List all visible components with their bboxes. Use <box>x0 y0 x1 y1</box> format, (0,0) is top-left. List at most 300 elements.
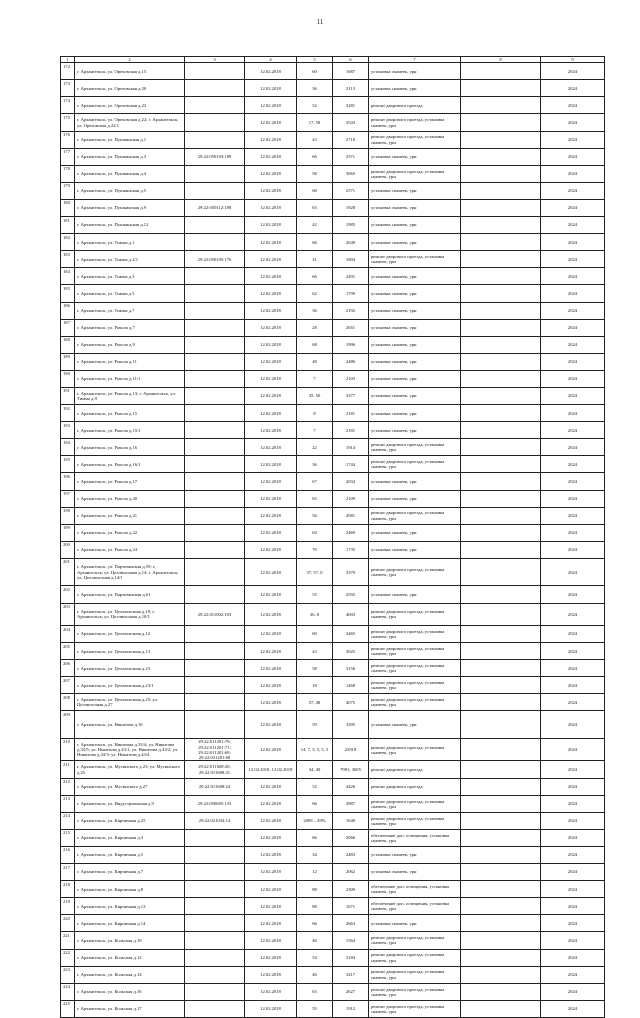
table-row <box>61 660 605 677</box>
cadastral-cell <box>185 541 245 558</box>
table-row <box>61 881 605 898</box>
address-cell: г. Архангельск, ул. Рокола д.15/1 <box>75 422 185 439</box>
percent-cell: 7 <box>297 422 333 439</box>
row-number: 189 <box>61 353 75 370</box>
note-cell <box>461 711 541 739</box>
row-number: 175 <box>61 114 75 131</box>
works-cell: установка скамеек, урн <box>369 473 461 490</box>
row-number: 196 <box>61 473 75 490</box>
table-row <box>61 1000 605 1017</box>
table-row <box>61 795 605 812</box>
works-cell: ремонт дворового проезда, установка скамеек, урн <box>369 165 461 182</box>
cadastral-cell <box>185 983 245 1000</box>
row-number: 220 <box>61 915 75 932</box>
area-cell: 3305 <box>333 711 369 739</box>
note-cell <box>461 932 541 949</box>
year-cell: 2024 <box>541 524 605 541</box>
note-cell <box>461 829 541 846</box>
percent-cell: 63 <box>297 983 333 1000</box>
row-number: 195 <box>61 456 75 473</box>
year-cell: 2024 <box>541 898 605 915</box>
area-cell: 2486 <box>333 353 369 370</box>
note-cell <box>461 507 541 524</box>
works-cell: установка скамеек, урн <box>369 217 461 234</box>
address-cell: г. Архангельск, ул. Рокола д.9 <box>75 336 185 353</box>
row-number: 199 <box>61 524 75 541</box>
note-cell <box>461 422 541 439</box>
table-row <box>61 949 605 966</box>
year-cell: 2024 <box>541 148 605 165</box>
table-row <box>61 165 605 182</box>
works-cell: обеспечение доп. освещения, установка скамеек, урн <box>369 881 461 898</box>
percent-cell: 88 <box>297 898 333 915</box>
date-cell: 12.02.2018 <box>245 915 297 932</box>
year-cell: 2024 <box>541 541 605 558</box>
note-cell <box>461 812 541 829</box>
area-cell: 2181 <box>333 422 369 439</box>
address-cell: г. Архангельск, ул. Кольская д.10 <box>75 932 185 949</box>
cadastral-cell <box>185 1000 245 1017</box>
note-cell <box>461 63 541 80</box>
area-cell: 2710 <box>333 131 369 148</box>
percent-cell: 52 <box>297 97 333 114</box>
area-cell: 2181 <box>333 405 369 422</box>
cadastral-cell <box>185 405 245 422</box>
area-cell: 3543 <box>333 114 369 131</box>
address-cell: г. Архангельск, ул. Кирпичная д.13 <box>75 898 185 915</box>
year-cell: 2024 <box>541 694 605 711</box>
area-cell: 2592 <box>333 586 369 603</box>
year-cell: 2024 <box>541 268 605 285</box>
year-cell: 2024 <box>541 114 605 131</box>
address-cell: г. Архангельск, ул. Рокола д.11 <box>75 353 185 370</box>
percent-cell: 66 <box>297 829 333 846</box>
area-cell: 7981; 3695 <box>333 761 369 778</box>
address-cell: г. Архангельск, ул. Рокола д.24 <box>75 541 185 558</box>
table-row <box>61 97 605 114</box>
percent-cell: 70 <box>297 541 333 558</box>
note-cell <box>461 738 541 761</box>
date-cell: 12.02.2018 <box>245 63 297 80</box>
table-row <box>61 626 605 643</box>
works-cell: установка скамеек, урн <box>369 915 461 932</box>
address-cell: г. Архангельск, ул. Кирпичная д.3 <box>75 829 185 846</box>
works-cell: установка скамеек, урн <box>369 199 461 216</box>
area-cell: 2109 <box>333 490 369 507</box>
works-cell: ремонт дворового проезда, установка скамеек, урн <box>369 114 461 131</box>
year-cell: 2024 <box>541 490 605 507</box>
area-cell: 3184 <box>333 949 369 966</box>
date-cell: 12.02.2018 <box>245 738 297 761</box>
column-header: 6 <box>333 57 369 63</box>
note-cell <box>461 387 541 404</box>
area-cell: 4003 <box>333 603 369 626</box>
date-cell: 12.02.2018 <box>245 694 297 711</box>
column-header: 9 <box>541 57 605 63</box>
row-number: 217 <box>61 864 75 881</box>
table-row <box>61 405 605 422</box>
year-cell: 2024 <box>541 949 605 966</box>
year-cell: 2024 <box>541 966 605 983</box>
cadastral-cell <box>185 846 245 863</box>
area-cell: 1996 <box>333 336 369 353</box>
year-cell: 2024 <box>541 711 605 739</box>
address-cell: г. Архангельск, ул. Рокола д.15 <box>75 405 185 422</box>
date-cell: 12.02.2018 <box>245 932 297 949</box>
area-cell: 1912 <box>333 1000 369 1017</box>
percent-cell: 46 <box>297 932 333 949</box>
date-cell: 12.02.2018 <box>245 524 297 541</box>
percent-cell: 42 <box>297 217 333 234</box>
area-cell: 2483 <box>333 846 369 863</box>
works-cell: ремонт дворового проезда <box>369 778 461 795</box>
percent-cell: 48 <box>297 353 333 370</box>
table-row <box>61 541 605 558</box>
percent-cell: 55 <box>297 586 333 603</box>
cadastral-cell <box>185 387 245 404</box>
row-number: 174 <box>61 97 75 114</box>
area-cell: 1744 <box>333 456 369 473</box>
date-cell: 12.02.2018 <box>245 199 297 216</box>
year-cell: 2024 <box>541 199 605 216</box>
date-cell: 12.02.2018 <box>245 603 297 626</box>
date-cell: 12.02.2018 <box>245 643 297 660</box>
percent-cell: 68 <box>297 336 333 353</box>
cadastral-cell <box>185 694 245 711</box>
percent-cell: 66 <box>297 795 333 812</box>
date-cell: 12.02.2018 <box>245 660 297 677</box>
note-cell <box>461 795 541 812</box>
address-cell: г. Архангельск, ул. Целлюлозная д.23/1 <box>75 677 185 694</box>
date-cell: 12.02.2018 <box>245 387 297 404</box>
address-cell: г. Архангельск, ул. Рокола д.20 <box>75 490 185 507</box>
percent-cell: 34 <box>297 846 333 863</box>
column-header: 2 <box>75 57 185 63</box>
note-cell <box>461 694 541 711</box>
note-cell <box>461 846 541 863</box>
row-number: 222 <box>61 949 75 966</box>
cadastral-cell <box>185 932 245 949</box>
year-cell: 2024 <box>541 778 605 795</box>
works-cell: установка скамеек, урн <box>369 268 461 285</box>
row-number: 180 <box>61 199 75 216</box>
address-cell: г. Архангельск, ул. Пушкинская д.1 <box>75 131 185 148</box>
cadastral-cell <box>185 131 245 148</box>
works-cell: ремонт дворового проезда, установка скамеек, урн <box>369 131 461 148</box>
table-row <box>61 336 605 353</box>
works-cell: установка скамеек, урн <box>369 353 461 370</box>
year-cell: 2024 <box>541 507 605 524</box>
cadastral-cell <box>185 473 245 490</box>
table-row <box>61 643 605 660</box>
note-cell <box>461 949 541 966</box>
area-cell: 3417 <box>333 966 369 983</box>
percent-cell: 37, 57, 0 <box>297 558 333 586</box>
table-row <box>61 932 605 949</box>
percent-cell: 67 <box>297 473 333 490</box>
cadastral-cell <box>185 97 245 114</box>
date-cell: 12.02.2018 <box>245 97 297 114</box>
address-cell: г. Архангельск, ул. Кирпичная д.5 <box>75 846 185 863</box>
note-cell <box>461 302 541 319</box>
year-cell: 2024 <box>541 864 605 881</box>
area-cell: 22918 <box>333 738 369 761</box>
row-number: 176 <box>61 131 75 148</box>
area-cell: 2081 <box>333 507 369 524</box>
cadastral-cell <box>185 80 245 97</box>
row-number: 211 <box>61 761 75 778</box>
address-cell: г. Архангельск, ул. Кольская д.17 <box>75 1000 185 1017</box>
address-cell: г. Архангельск, ул. Пушкинская д.3 <box>75 148 185 165</box>
cadastral-cell: 29:22:050112:188 <box>185 199 245 216</box>
date-cell: 12.02.2018 <box>245 217 297 234</box>
works-cell: ремонт дворового проезда, установка скамеек, урн <box>369 558 461 586</box>
works-cell: установка скамеек, урн <box>369 864 461 881</box>
note-cell <box>461 199 541 216</box>
area-cell: 2491 <box>333 268 369 285</box>
works-cell: установка скамеек, урн <box>369 336 461 353</box>
table-row <box>61 131 605 148</box>
table-row <box>61 114 605 131</box>
percent-cell: 54 <box>297 949 333 966</box>
year-cell: 2024 <box>541 915 605 932</box>
note-cell <box>461 603 541 626</box>
date-cell: 12.02.2018 <box>245 405 297 422</box>
note-cell <box>461 353 541 370</box>
date-cell: 12.02.2018 <box>245 302 297 319</box>
area-cell: 1799 <box>333 285 369 302</box>
area-cell: 2192 <box>333 302 369 319</box>
note-cell <box>461 490 541 507</box>
cadastral-cell <box>185 881 245 898</box>
percent-cell: 36, 8 <box>297 603 333 626</box>
percent-cell: 46 <box>297 966 333 983</box>
area-cell: 4426 <box>333 778 369 795</box>
row-number: 191 <box>61 387 75 404</box>
percent-cell: 66 <box>297 268 333 285</box>
cadastral-cell <box>185 285 245 302</box>
row-number: 224 <box>61 983 75 1000</box>
date-cell: 12.02.2018 <box>245 370 297 387</box>
year-cell: 2024 <box>541 829 605 846</box>
year-cell: 2024 <box>541 677 605 694</box>
address-cell: г. Архангельск, ул. Тимма д.5 <box>75 285 185 302</box>
percent-cell: 65 <box>297 490 333 507</box>
area-cell: 1804 <box>333 251 369 268</box>
percent-cell: 57, 48 <box>297 694 333 711</box>
table-row <box>61 711 605 739</box>
address-cell: г. Архангельск, ул. Пушкинская д.12 <box>75 217 185 234</box>
table-row <box>61 473 605 490</box>
works-cell: ремонт дворового проезда, установка скамеек, урн <box>369 439 461 456</box>
area-cell: 2062 <box>333 864 369 881</box>
note-cell <box>461 660 541 677</box>
year-cell: 2024 <box>541 1000 605 1017</box>
column-header: 7 <box>369 57 461 63</box>
cadastral-cell <box>185 114 245 131</box>
percent-cell: 64 <box>297 524 333 541</box>
row-number: 212 <box>61 778 75 795</box>
cadastral-cell <box>185 524 245 541</box>
date-cell: 12.02.2018 <box>245 234 297 251</box>
percent-cell: 88 <box>297 881 333 898</box>
area-cell: 2309 <box>333 881 369 898</box>
table-row <box>61 302 605 319</box>
row-number: 182 <box>61 234 75 251</box>
area-cell: 2571 <box>333 148 369 165</box>
page-number: 11 <box>316 18 324 26</box>
row-number: 205 <box>61 643 75 660</box>
year-cell: 2024 <box>541 370 605 387</box>
date-cell: 12.02.2018 <box>245 182 297 199</box>
note-cell <box>461 473 541 490</box>
year-cell: 2024 <box>541 234 605 251</box>
percent-cell: 56 <box>297 507 333 524</box>
area-cell: 2113 <box>333 80 369 97</box>
percent-cell: 52 <box>297 778 333 795</box>
works-cell: ремонт дворового проезда, установка скамеек, урн <box>369 738 461 761</box>
year-cell: 2024 <box>541 97 605 114</box>
date-cell: 12.02.2018 <box>245 541 297 558</box>
area-cell: 3065 <box>333 165 369 182</box>
table-row <box>61 387 605 404</box>
table-row <box>61 217 605 234</box>
table-row <box>61 80 605 97</box>
cadastral-cell <box>185 829 245 846</box>
address-cell: г. Архангельск, ул. Мусинского д.23; ул. Мусинского д.25 <box>75 761 185 778</box>
note-cell <box>461 586 541 603</box>
year-cell: 2024 <box>541 738 605 761</box>
row-number: 206 <box>61 660 75 677</box>
column-header: 3 <box>185 57 245 63</box>
row-number: 172 <box>61 63 75 80</box>
table-row <box>61 251 605 268</box>
cadastral-cell <box>185 898 245 915</box>
row-number: 219 <box>61 898 75 915</box>
date-cell: 12.02.2018 <box>245 966 297 983</box>
area-cell: 3379 <box>333 558 369 586</box>
date-cell: 12.02.2018 <box>245 473 297 490</box>
note-cell <box>461 915 541 932</box>
row-number: 177 <box>61 148 75 165</box>
works-cell: обеспечение доп. освещения, установка скамеек, урн <box>369 898 461 915</box>
row-number: 202 <box>61 586 75 603</box>
works-cell: установка скамеек, урн <box>369 370 461 387</box>
percent-cell: 14, 7, 5, 5, 5, 5 <box>297 738 333 761</box>
percent-cell: 35, 50 <box>297 387 333 404</box>
area-cell: 3156 <box>333 660 369 677</box>
table-row <box>61 456 605 473</box>
percent-cell: 17, 58 <box>297 114 333 131</box>
row-number: 208 <box>61 694 75 711</box>
year-cell: 2024 <box>541 795 605 812</box>
year-cell: 2024 <box>541 251 605 268</box>
note-cell <box>461 541 541 558</box>
cadastral-cell <box>185 626 245 643</box>
year-cell: 2024 <box>541 131 605 148</box>
row-number: 207 <box>61 677 75 694</box>
percent-cell: 12 <box>297 864 333 881</box>
table-row <box>61 319 605 336</box>
table-row <box>61 148 605 165</box>
cadastral-cell <box>185 677 245 694</box>
date-cell: 12.02.2018 <box>245 558 297 586</box>
area-cell: 2627 <box>333 983 369 1000</box>
cadastral-cell <box>185 643 245 660</box>
table-row <box>61 603 605 626</box>
note-cell <box>461 643 541 660</box>
address-cell: г. Архангельск, ул. Кольская д.16 <box>75 983 185 1000</box>
year-cell: 2024 <box>541 353 605 370</box>
year-cell: 2024 <box>541 182 605 199</box>
table-row <box>61 353 605 370</box>
address-cell: г. Архангельск, ул. Ореховская д.22 <box>75 97 185 114</box>
table-row <box>61 761 605 778</box>
table-row <box>61 558 605 586</box>
percent-cell: 2009 – 49% <box>297 812 333 829</box>
date-cell: 12.02.2018 <box>245 165 297 182</box>
address-cell: г. Архангельск, ул. Рокола д.16 <box>75 439 185 456</box>
percent-cell: 31 <box>297 251 333 268</box>
cadastral-cell: 29:22:011608:24 <box>185 778 245 795</box>
cadastral-cell <box>185 439 245 456</box>
year-cell: 2024 <box>541 63 605 80</box>
note-cell <box>461 114 541 131</box>
area-cell: 2034 <box>333 473 369 490</box>
cadastral-cell: 29:22:050105:176 <box>185 251 245 268</box>
percent-cell: 43 <box>297 131 333 148</box>
table-row <box>61 422 605 439</box>
column-header: 1 <box>61 57 75 63</box>
year-cell: 2024 <box>541 422 605 439</box>
cadastral-cell <box>185 915 245 932</box>
row-number: 210 <box>61 738 75 761</box>
address-cell: г. Архангельск, ул. Ореховская д.15 <box>75 63 185 80</box>
row-number: 225 <box>61 1000 75 1017</box>
cadastral-cell <box>185 864 245 881</box>
row-number: 190 <box>61 370 75 387</box>
date-cell: 12.02.2018 <box>245 336 297 353</box>
row-number: 192 <box>61 405 75 422</box>
row-number: 194 <box>61 439 75 456</box>
row-number: 204 <box>61 626 75 643</box>
year-cell: 2024 <box>541 405 605 422</box>
date-cell: 12.02.2018 <box>245 846 297 863</box>
date-cell: 12.02.2018 <box>245 1000 297 1017</box>
date-cell: 12.02.2018 <box>245 778 297 795</box>
area-cell: 2663 <box>333 915 369 932</box>
percent-cell: 36 <box>297 456 333 473</box>
percent-cell: 43 <box>297 643 333 660</box>
table-row <box>61 915 605 932</box>
date-cell: 12.02.2018, 12.02.2018 <box>245 761 297 778</box>
percent-cell: 18 <box>297 677 333 694</box>
address-cell: г. Архангельск, ул. Целлюлозная д.10; г. Архангельск, ул. Целлюлозная д.10/1 <box>75 603 185 626</box>
table-row <box>61 966 605 983</box>
works-cell: ремонт дворового проезда, установка скамеек, урн <box>369 1000 461 1017</box>
row-number: 179 <box>61 182 75 199</box>
table-row <box>61 439 605 456</box>
note-cell <box>461 182 541 199</box>
year-cell: 2024 <box>541 643 605 660</box>
address-cell: г. Архангельск, ул. Кирпичная д.14 <box>75 915 185 932</box>
address-cell: г. Архангельск, ул. Кирпичная д.25 <box>75 812 185 829</box>
works-cell: ремонт дворового проезда, установка скамеек, урн <box>369 694 461 711</box>
works-cell: установка скамеек, урн <box>369 711 461 739</box>
year-cell: 2024 <box>541 439 605 456</box>
table-row <box>61 507 605 524</box>
date-cell: 12.02.2018 <box>245 949 297 966</box>
